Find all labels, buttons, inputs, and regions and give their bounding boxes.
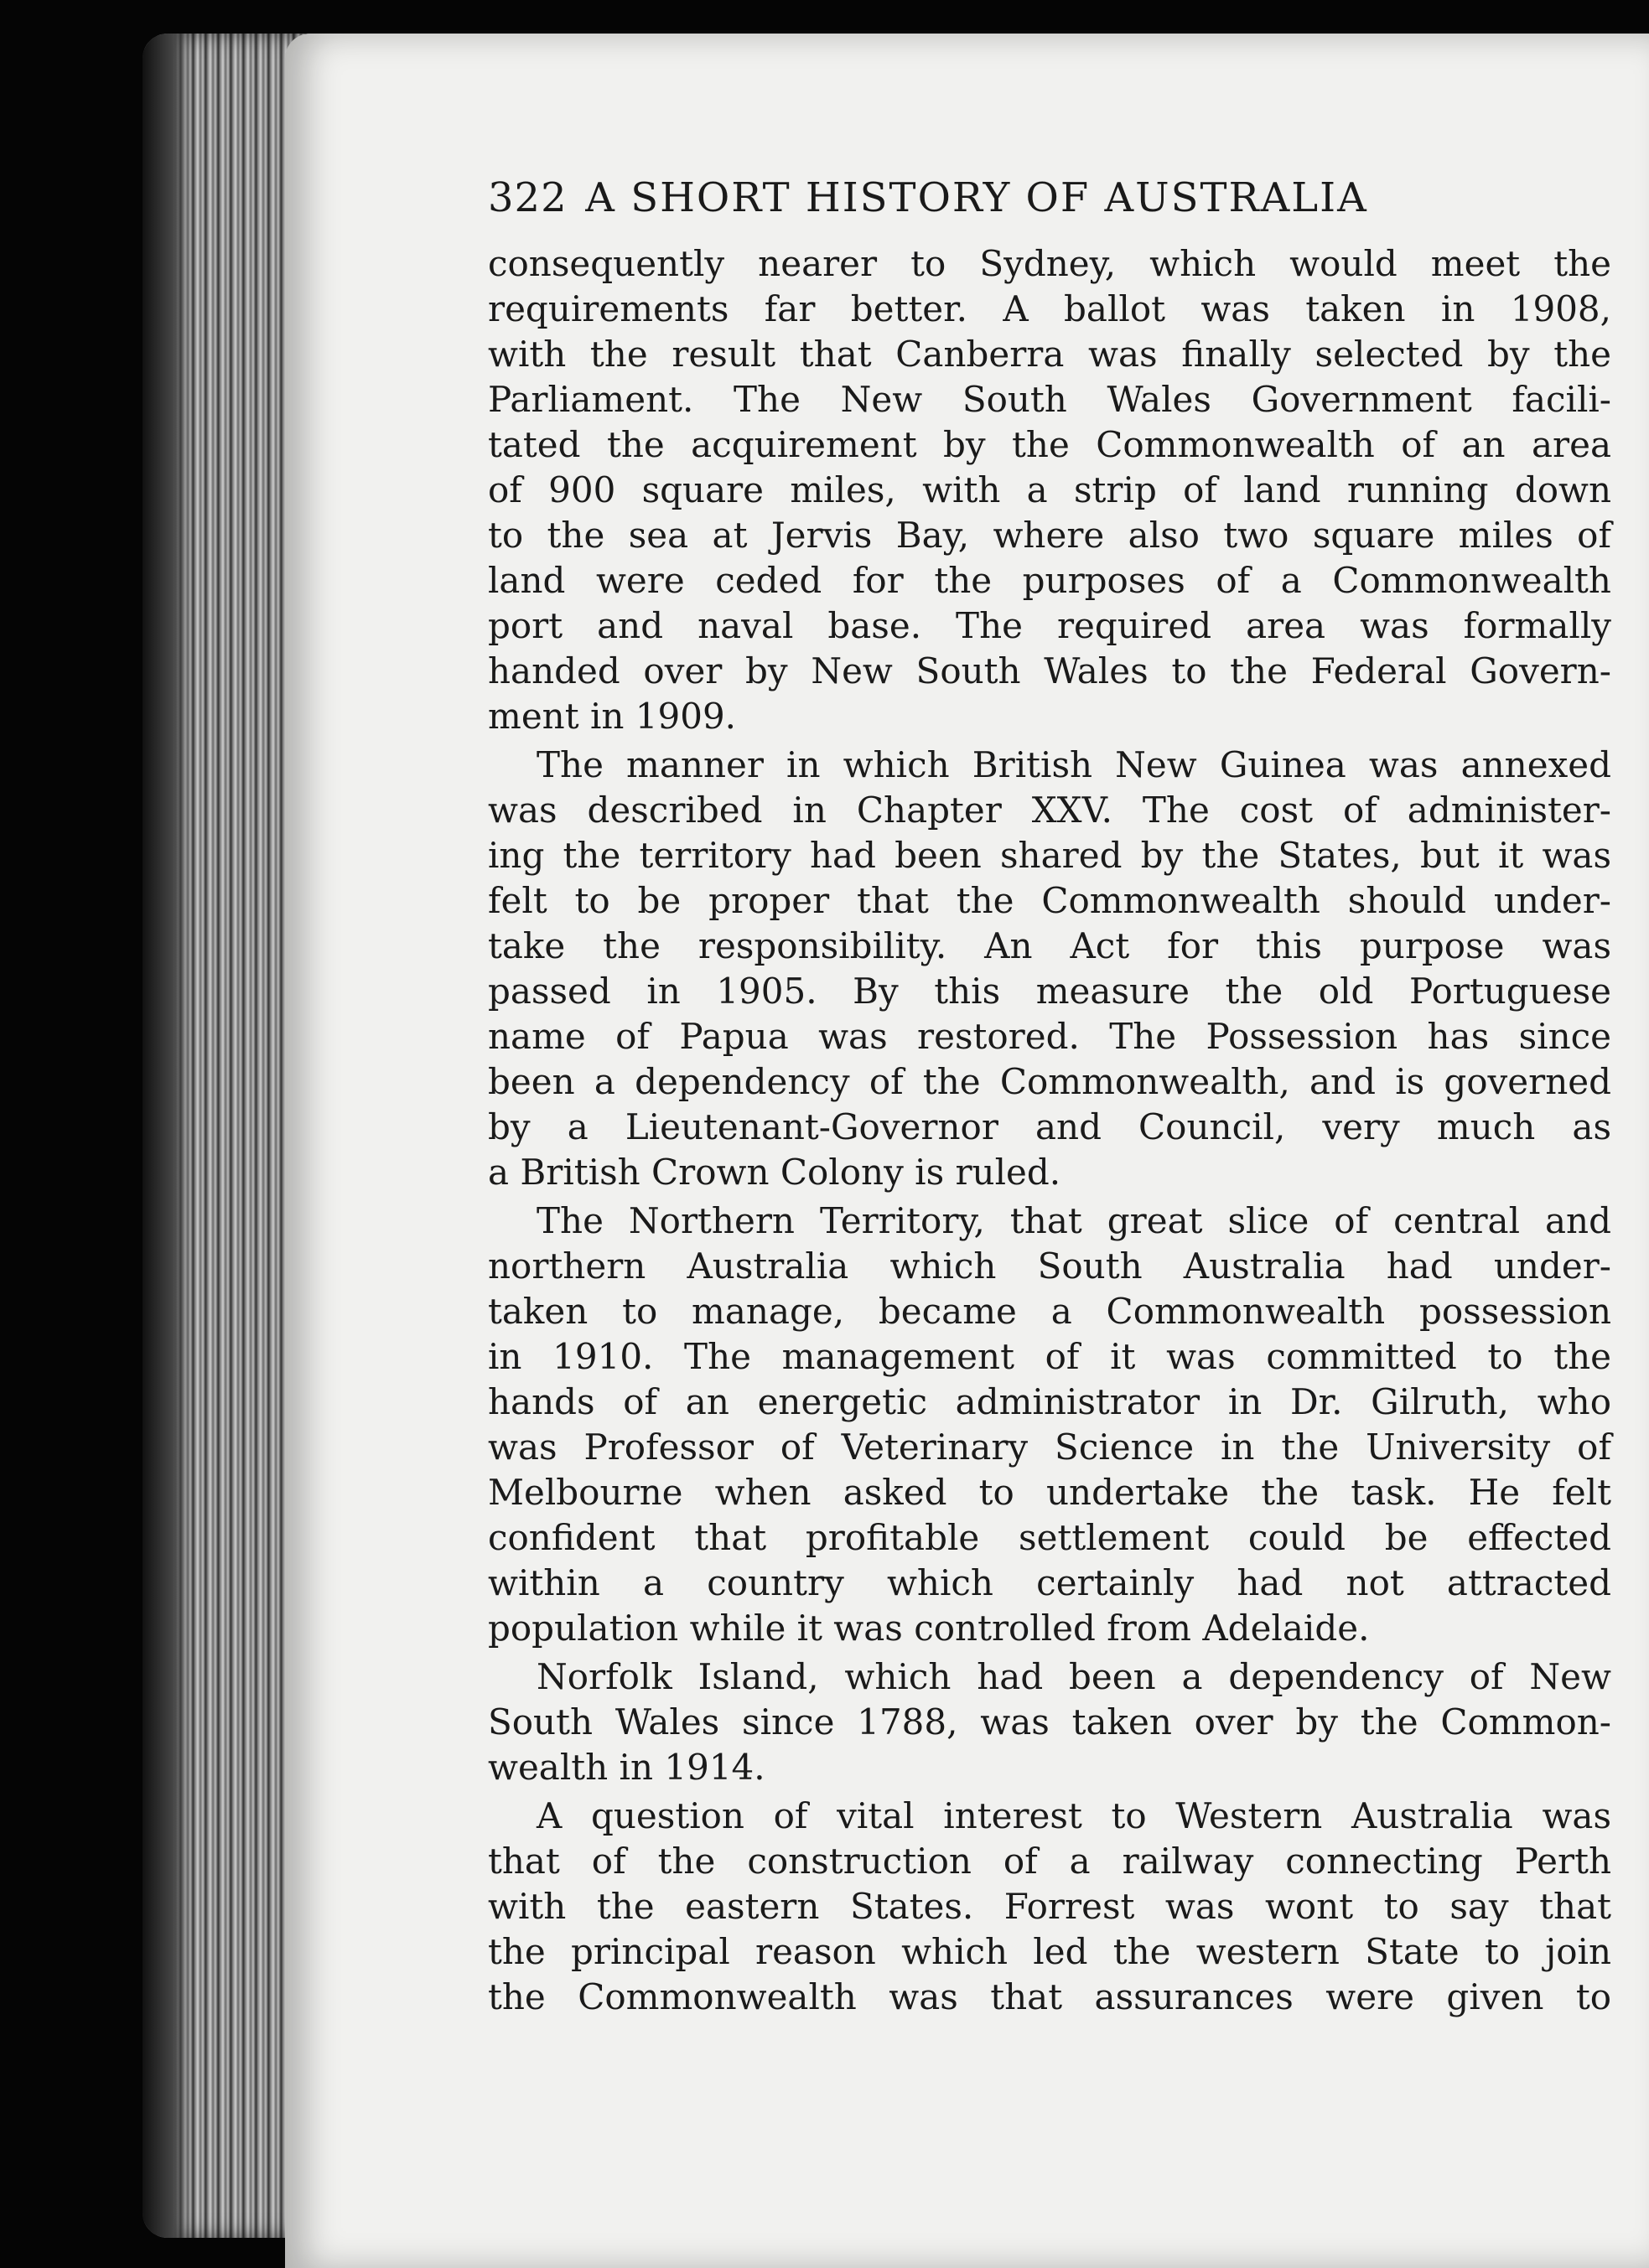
text-line: tated the acquirement by the Commonwealth of an area	[488, 424, 1611, 465]
page-number: 322	[488, 174, 568, 221]
text-line: of 900 square miles, with a strip of land running down	[488, 469, 1611, 510]
text-line: population while it was controlled from Adelaide.	[488, 1608, 1370, 1649]
text-line: within a country which certainly had not attracted	[488, 1562, 1611, 1603]
text-line: land were ceded for the purposes of a Commonwealth	[488, 560, 1611, 601]
text-line: handed over by New South Wales to the Federal Govern-	[488, 650, 1611, 691]
text-line: in 1910. The management of it was committed to the	[488, 1336, 1611, 1377]
text-line: Norfolk Island, which had been a dependency of New	[537, 1656, 1611, 1697]
text-line: ment in 1909.	[488, 696, 737, 737]
text-line: passed in 1905. By this measure the old Portuguese	[488, 971, 1611, 1012]
text-line: The manner in which British New Guinea was annexed	[537, 744, 1611, 785]
text-line: take the responsibility. An Act for this purpose was	[488, 925, 1611, 966]
text-line: hands of an energetic administrator in Dr. Gilruth, who	[488, 1381, 1611, 1422]
text-line: was Professor of Veterinary Science in the University of	[488, 1427, 1611, 1468]
body-text	[488, 241, 1611, 2236]
text-line: taken to manage, became a Commonwealth possession	[488, 1291, 1611, 1332]
text-line: been a dependency of the Commonwealth, and is governed	[488, 1061, 1611, 1102]
text-line: The Northern Territory, that great slice of central and	[537, 1200, 1611, 1241]
text-line: consequently nearer to Sydney, which would meet the	[488, 243, 1611, 284]
text-line: the principal reason which led the western State to join	[488, 1931, 1611, 1972]
running-head	[488, 174, 1452, 233]
text-line: wealth in 1914.	[488, 1747, 765, 1788]
text-line: Melbourne when asked to undertake the task. He felt	[488, 1472, 1611, 1513]
text-line: with the result that Canberra was finally selected by the	[488, 334, 1611, 375]
running-title: A SHORT HISTORY OF AUSTRALIA	[585, 174, 1368, 221]
text-line: A question of vital interest to Western Australia was	[537, 1795, 1611, 1836]
text-line: a British Crown Colony is ruled.	[488, 1152, 1061, 1193]
text-line: port and naval base. The required area was formally	[488, 605, 1611, 646]
text-line: northern Australia which South Australia had under-	[488, 1245, 1611, 1287]
text-line: South Wales since 1788, was taken over by the Common-	[488, 1701, 1611, 1742]
text-line: confident that profitable settlement could be effected	[488, 1517, 1611, 1558]
text-line: by a Lieutenant-Governor and Council, very much as	[488, 1106, 1611, 1147]
text-line: that of the construction of a railway connecting Perth	[488, 1841, 1611, 1882]
text-line: ing the territory had been shared by the States, but it was	[488, 835, 1611, 876]
text-line: felt to be proper that the Commonwealth should under-	[488, 880, 1611, 921]
text-line: with the eastern States. Forrest was wont to say that	[488, 1886, 1611, 1927]
book-spine-shadow	[143, 34, 193, 2238]
text-line: the Commonwealth was that assurances were given to	[488, 1976, 1611, 2017]
text-line: Parliament. The New South Wales Government facili-	[488, 379, 1611, 420]
text-line: name of Papua was restored. The Possession has since	[488, 1016, 1611, 1057]
text-line: was described in Chapter XXV. The cost of administer-	[488, 790, 1611, 831]
text-line: requirements far better. A ballot was taken in 1908,	[488, 288, 1611, 329]
text-line: to the sea at Jervis Bay, where also two square miles of	[488, 515, 1611, 556]
